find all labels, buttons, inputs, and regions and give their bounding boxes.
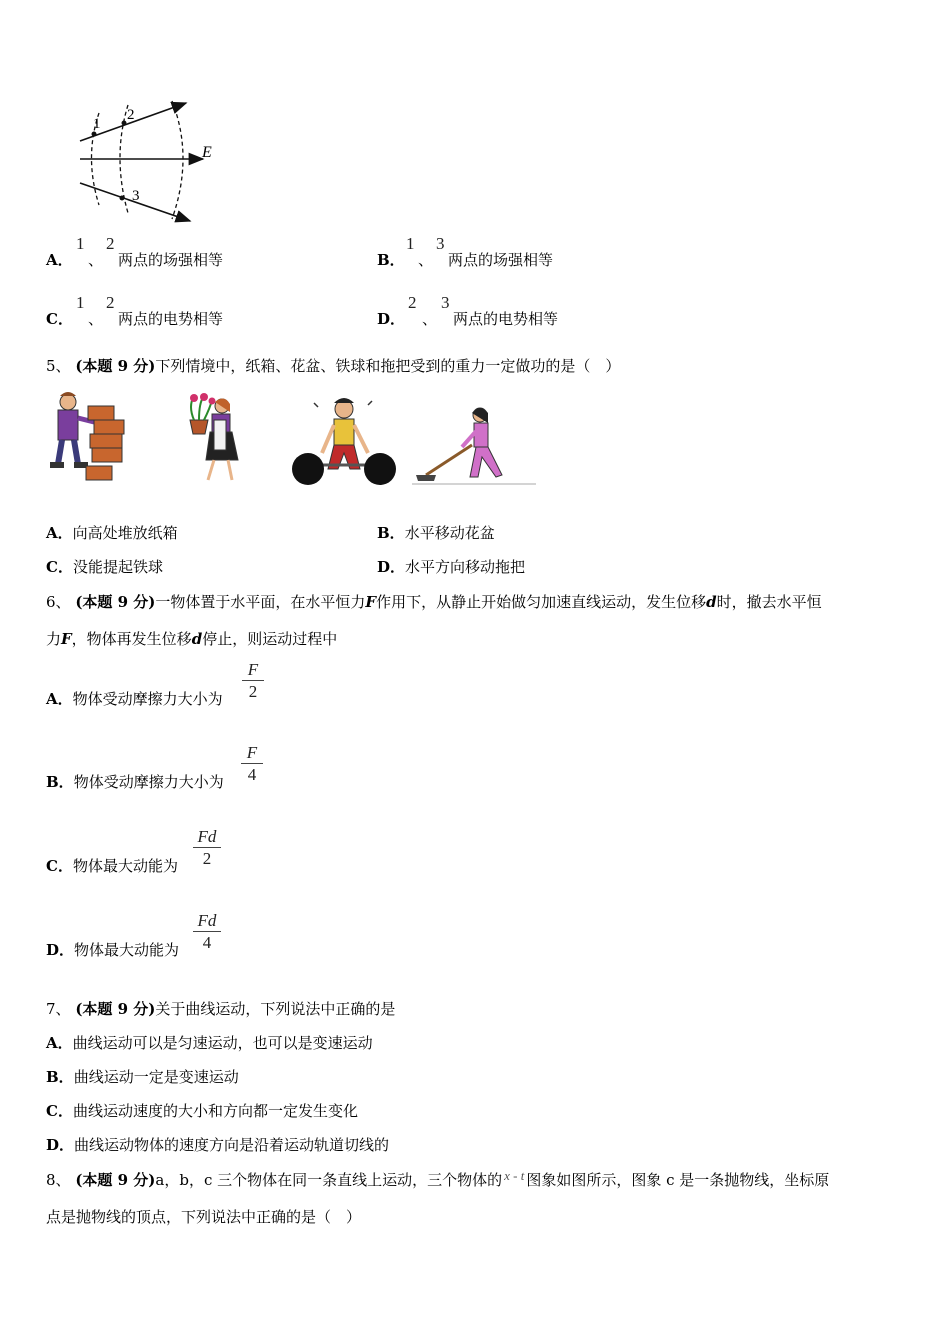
q7-option-b[interactable] [46, 1066, 239, 1087]
q4-a-sep: 、 [88, 251, 104, 269]
denominator: 4 [247, 765, 257, 784]
question-text: 力 [46, 630, 62, 648]
q6-option-c[interactable] [46, 855, 178, 876]
question-text: a，b，c 三个物体在同一条直线上运动，三个物体的 [155, 1171, 503, 1189]
q4-b-text: 两点的场强相等 [448, 251, 554, 269]
point-1-dot [92, 132, 97, 137]
option-label: C． [46, 310, 73, 328]
q4-option-c[interactable] [46, 308, 73, 329]
option-label: B． [377, 524, 405, 542]
option-label: D． [377, 558, 406, 576]
q6-d-fraction [193, 911, 221, 952]
question-text: 关于曲线运动，下列说法中正确的是 [155, 1000, 396, 1018]
option-text: 物体最大动能为 [72, 857, 178, 875]
option-text: 物体受动摩擦力大小为 [73, 773, 224, 791]
q5-option-a[interactable] [46, 522, 178, 543]
numerator: Fd [197, 827, 217, 846]
q4-d-point-b: 3 [441, 293, 450, 312]
question-number: 5、 [46, 357, 71, 375]
variable-d: d [191, 630, 203, 648]
q4-a-text: 两点的场强相等 [118, 251, 224, 269]
q7-option-c[interactable] [46, 1100, 358, 1121]
field-label-E: E [202, 144, 212, 161]
option-label: B． [377, 251, 405, 269]
q6-stem-line2 [46, 628, 337, 649]
option-text: 物体最大动能为 [74, 941, 180, 959]
q6-option-a[interactable] [46, 688, 223, 709]
question-text: ，物体再发生位移 [71, 630, 192, 648]
variable-F: F [365, 593, 377, 611]
q6-b-fraction [241, 743, 263, 784]
question-score: (本题 9 分) [75, 1000, 156, 1018]
q8-stem-line2 [46, 1206, 361, 1227]
question-text: 一物体置于水平面，在水平恒力 [155, 593, 366, 611]
variable-F: F [61, 630, 72, 648]
q4-b-point-b: 3 [436, 234, 445, 253]
question-number: 8、 [46, 1171, 71, 1189]
option-text: 曲线运动物体的速度方向是沿着运动轨道切线的 [74, 1136, 390, 1154]
numerator: Fd [197, 911, 217, 930]
option-text: 曲线运动一定是变速运动 [73, 1068, 239, 1086]
point-3-label: 3 [132, 188, 140, 204]
question-number: 7、 [46, 1000, 71, 1018]
q4-b-point-a: 1 [406, 234, 415, 253]
option-label: A． [46, 1034, 73, 1052]
point-2-label: 2 [127, 107, 135, 123]
option-label: C． [46, 857, 73, 875]
q7-stem [46, 998, 395, 1019]
option-label: B． [46, 773, 74, 791]
q4-c-point-a: 1 [76, 293, 85, 312]
denominator: 2 [248, 682, 258, 701]
option-label: D． [377, 310, 406, 328]
option-text: 物体受动摩擦力大小为 [72, 690, 223, 708]
q5-option-b[interactable] [377, 522, 495, 543]
q7-option-d[interactable] [46, 1134, 389, 1155]
numerator: F [247, 660, 259, 679]
q4-c-point-b: 2 [106, 293, 115, 312]
q4-b-sep: 、 [418, 251, 434, 269]
question-text: 点是抛物线的顶点，下列说法中正确的是（ ） [46, 1208, 362, 1226]
question-score: (本题 9 分) [75, 593, 156, 611]
q4-c-sep: 、 [88, 310, 104, 328]
q4-d-text: 两点的电势相等 [453, 310, 559, 328]
option-text: 曲线运动速度的大小和方向都一定发生变化 [72, 1102, 358, 1120]
question-score: (本题 9 分) [75, 1171, 156, 1189]
electric-field-figure [70, 95, 220, 230]
question-text: 停止，则运动过程中 [202, 630, 338, 648]
option-label: A． [46, 524, 73, 542]
option-text: 向高处堆放纸箱 [72, 524, 178, 542]
question-number: 6、 [46, 593, 71, 611]
q4-d-sep: 、 [422, 310, 438, 328]
question-text: 作用下，从静止开始做匀加速直线运动，发生位移 [376, 593, 707, 611]
carrying-flowerpot-illustration [184, 392, 244, 490]
stacking-boxes-illustration [46, 388, 136, 488]
option-text: 曲线运动可以是匀速运动，也可以是变速运动 [72, 1034, 373, 1052]
question-text: 时，撤去水平恒 [716, 593, 822, 611]
option-label: C． [46, 1102, 73, 1120]
q6-stem-line1 [46, 591, 822, 612]
variable-d: d [706, 593, 717, 611]
question-text: 下列情境中，纸箱、花盆、铁球和拖把受到的重力一定做功的是（ ） [155, 357, 621, 375]
numerator: F [246, 743, 258, 762]
option-text: 水平移动花盆 [404, 524, 495, 542]
q6-c-fraction [193, 827, 221, 868]
q5-option-c[interactable] [46, 556, 163, 577]
option-text: 水平方向移动拖把 [405, 558, 526, 576]
q4-option-d[interactable] [377, 308, 405, 329]
question-text: 图象如图所示，图象 c 是一条抛物线，坐标原 [526, 1171, 830, 1189]
q4-d-point-a: 2 [408, 293, 417, 312]
option-text: 没能提起铁球 [72, 558, 163, 576]
q4-option-a[interactable] [46, 249, 73, 270]
option-label: B． [46, 1068, 74, 1086]
equipotential-line-3 [172, 101, 183, 219]
option-label: D． [46, 1136, 75, 1154]
question-score: (本题 9 分) [75, 357, 156, 375]
option-label: C． [46, 558, 73, 576]
q4-c-text: 两点的电势相等 [118, 310, 224, 328]
q5-option-d[interactable] [377, 556, 525, 577]
q7-option-a[interactable] [46, 1032, 373, 1053]
denominator: 4 [202, 933, 212, 952]
denominator: 2 [202, 849, 212, 868]
q4-a-point-b: 2 [106, 234, 115, 253]
q4-option-b[interactable] [377, 249, 405, 270]
lifting-iron-balls-illustration [290, 393, 398, 491]
option-label: A． [46, 251, 73, 269]
q6-a-fraction [242, 660, 264, 701]
option-label: D． [46, 941, 75, 959]
q6-option-d[interactable] [46, 939, 179, 960]
x-t-formula: x - t [504, 1168, 525, 1183]
point-2-dot [122, 121, 127, 126]
q4-a-point-a: 1 [76, 234, 85, 253]
q5-stem [46, 355, 620, 376]
q6-option-b[interactable] [46, 771, 224, 792]
point-3-dot [120, 196, 125, 201]
option-label: A． [46, 690, 73, 708]
q8-stem-line1 [46, 1169, 829, 1190]
point-1-label: 1 [93, 116, 101, 132]
moving-mop-illustration [412, 405, 536, 487]
